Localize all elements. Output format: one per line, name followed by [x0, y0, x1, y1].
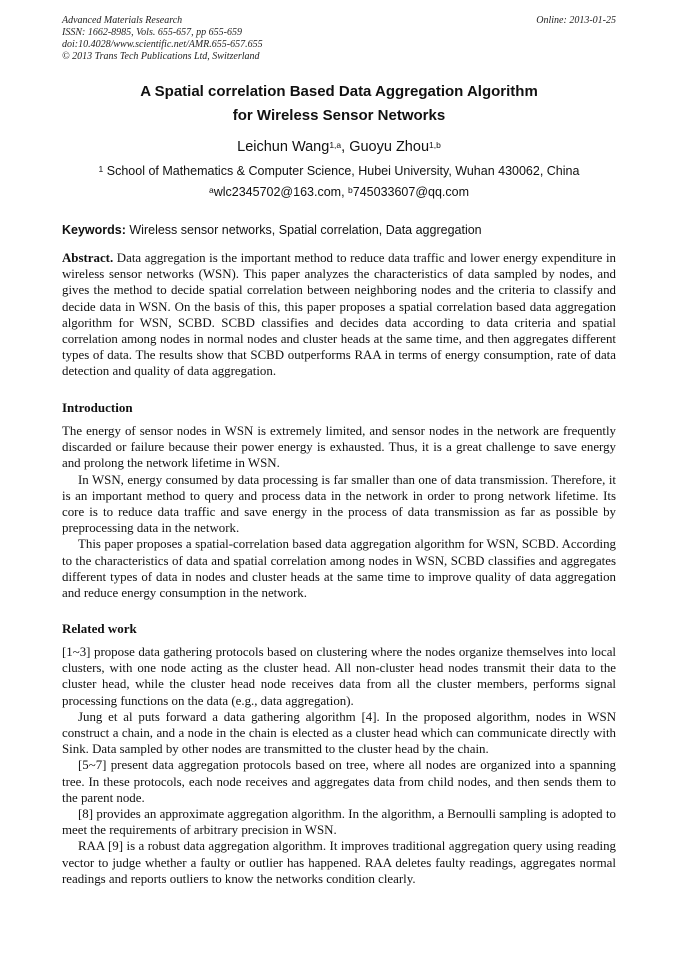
author-2: Guoyu Zhou — [349, 139, 430, 155]
abstract — [62, 250, 616, 380]
affiliation-superscript: 1 — [98, 164, 104, 174]
author-1: Leichun Wang — [237, 139, 330, 155]
title-line-2: for Wireless Sensor Networks — [232, 107, 446, 124]
affiliation-text: School of Mathematics & Computer Science, Hubei University, Wuhan 430062, China — [106, 164, 580, 178]
keywords-label: Keywords: — [62, 223, 126, 237]
copyright-line: © 2013 Trans Tech Publications Ltd, Switzerland — [62, 51, 260, 62]
abstract-text: Data aggregation is the important method to reduce data traffic and lower energy expenditure in wireless sensor networks (WSN). This paper analyzes the characteristics of data sampled by nodes, and gives the method to decide spatial correlation between neighboring nodes and the criteria to classify and decide data in WSN. On the basis of this, this paper proposes a spatial correlation based data aggregation algorithm for WSN, SCBD. SCBD classifies and decides data according to data criteria and spatial correlation among nodes in normal nodes and cluster heads at the same time, and then aggregates different types of data. The results show that SCBD outperforms RAA in terms of energy consumption, rate of data detection and quality of data aggregation. — [62, 251, 616, 379]
related-paragraph-2: Jung et al puts forward a data gathering algorithm [4]. In the proposed algorithm, nodes in WSN construct a chain, and a node in the chain is elected as a cluster head which can communicate directly with Sink. Data sampled by other nodes are transmitted to the cluster head by the chain. — [62, 709, 616, 757]
author-separator: , — [341, 139, 350, 155]
related-paragraph-3: [5~7] present data aggregation protocols based on tree, where all nodes are organized into a spanning tree. In these protocols, each node receives and aggregates data from child nodes, and then sends them to the parent node. — [62, 758, 616, 805]
online-date: Online: 2013-01-25 — [536, 15, 616, 26]
introduction-section — [62, 423, 616, 601]
intro-paragraph-3: This paper proposes a spatial-correlation based data aggregation algorithm for WSN, SCBD. According to the characteristics of data and spatial correlation among nodes in WSN, SCBD classifies and aggregates different types of data in nodes and cluster heads at the same time to improve quality of data aggregation and reduce energy consumption in the network. — [62, 537, 616, 601]
introduction-heading: Introduction — [62, 400, 133, 415]
journal-name: Advanced Materials Research — [62, 15, 183, 26]
author-emails — [62, 184, 616, 200]
related-paragraph-4: [8] provides an approximate aggregation algorithm. In the algorithm, a Bernoulli sampling is adopted to meet the requirements of arbitrary precision in WSN. — [62, 807, 616, 838]
email-a[interactable]: wlc2345702@163.com — [213, 185, 342, 199]
author-1-superscript: 1,a — [329, 140, 342, 150]
affiliation — [62, 163, 616, 179]
intro-paragraph-2: In WSN, energy consumed by data processing is far smaller than one of data transmission. Therefore, it is an important method to query and process data in the network in order to prong network lifetime. Its core is to reduce data traffic and save energy in the process of data transmission as far as possible by preprocessing data in the network. — [62, 472, 616, 536]
author-list — [62, 138, 616, 156]
related-work-heading: Related work — [62, 621, 137, 636]
keywords-text: Wireless sensor networks, Spatial correlation, Data aggregation — [125, 223, 482, 237]
related-work-section — [62, 644, 616, 887]
paper-title — [62, 80, 616, 128]
doi-line[interactable]: doi:10.4028/www.scientific.net/AMR.655-657.655 — [62, 39, 263, 50]
email-b-superscript: b — [348, 185, 353, 195]
author-2-superscript: 1,b — [429, 140, 441, 150]
email-b[interactable]: 745033607@qq.com — [352, 185, 470, 199]
email-separator: , — [341, 185, 349, 199]
intro-paragraph-1: The energy of sensor nodes in WSN is extremely limited, and sensor nodes in the network are frequently discarded or failure because their power energy is exhausted. Thus, it is a great challenge to save energy and prolong the network lifetime in WSN. — [62, 424, 616, 471]
title-line-1: A Spatial correlation Based Data Aggregation Algorithm — [140, 83, 538, 100]
related-paragraph-5: RAA [9] is a robust data aggregation algorithm. It improves traditional aggregation query using reading vector to judge whether a faulty or outlier has happened. RAA deletes faulty readings, aggregates normal readings and reports outliers to know the networks condition clearly. — [62, 839, 616, 886]
journal-header — [62, 15, 462, 63]
issn-line: ISSN: 1662-8985, Vols. 655-657, pp 655-659 — [62, 27, 242, 38]
keywords-line — [62, 222, 616, 238]
abstract-label: Abstract. — [62, 251, 114, 265]
email-a-superscript: a — [208, 185, 214, 195]
related-paragraph-1: [1~3] propose data gathering protocols based on clustering where the nodes organize themselves into local clusters, with one node acting as the cluster head. All non-cluster head nodes transmit their data to the cluster head, while the cluster head node receives data from all the cluster members, performs signal processing functions on the data (e.g., data aggregation). — [62, 645, 616, 708]
